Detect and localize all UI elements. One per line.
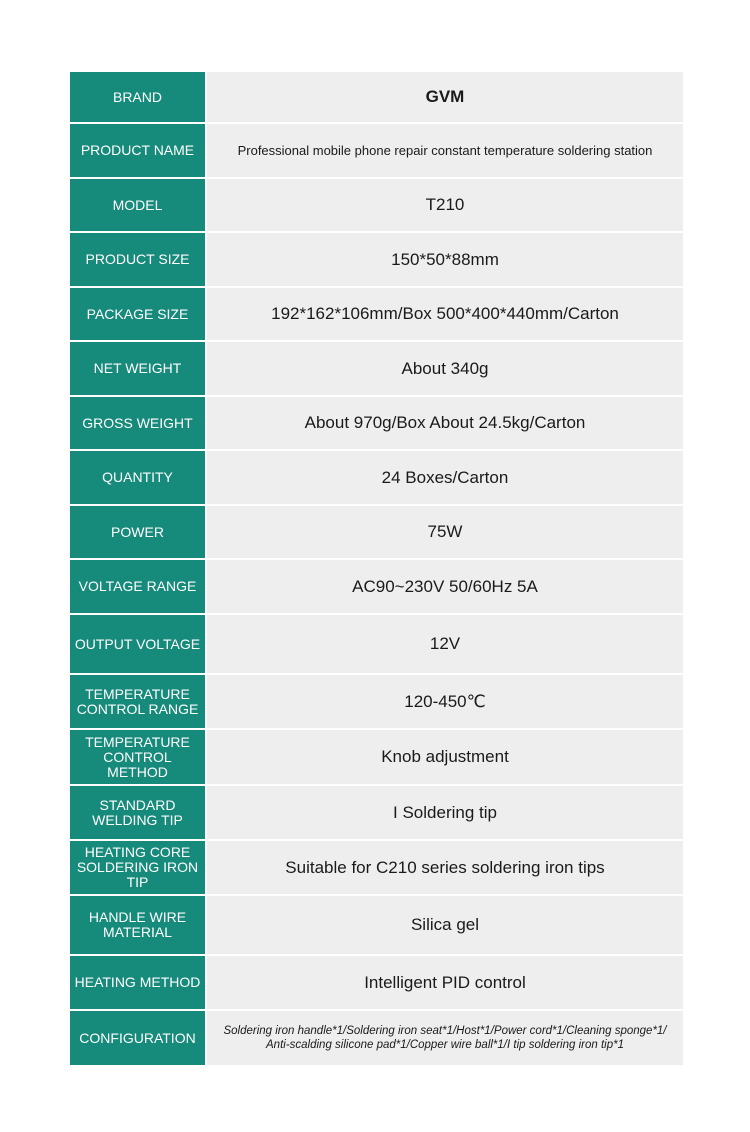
value-output-voltage: 12V: [207, 615, 683, 673]
label-brand: BRAND: [70, 72, 207, 122]
value-configuration: Soldering iron handle*1/Soldering iron seat*1/Host*1/Power cord*1/Cleaning sponge*1/ Anti-scalding silicone pad*1/Copper wire ball*1/I tip soldering iron tip*1: [207, 1011, 683, 1065]
value-product-name: Professional mobile phone repair constant temperature soldering station: [207, 124, 683, 177]
row-heating-method: [70, 956, 683, 1011]
row-product-size: [70, 233, 683, 288]
value-voltage-range: AC90~230V 50/60Hz 5A: [207, 560, 683, 613]
label-power: POWER: [70, 506, 207, 558]
label-package-size: PACKAGE SIZE: [70, 288, 207, 340]
value-handle-wire-material: Silica gel: [207, 896, 683, 954]
row-temperature-control-method: [70, 730, 683, 786]
label-heating-method: HEATING METHOD: [70, 956, 207, 1009]
row-net-weight: [70, 342, 683, 397]
label-model: MODEL: [70, 179, 207, 231]
row-output-voltage: [70, 615, 683, 675]
row-configuration: [70, 1011, 683, 1065]
row-handle-wire-material: [70, 896, 683, 956]
label-handle-wire-material: HANDLE WIRE MATERIAL: [70, 896, 207, 954]
value-brand: GVM: [207, 72, 683, 122]
row-brand: [70, 72, 683, 124]
label-product-name: PRODUCT NAME: [70, 124, 207, 177]
value-power: 75W: [207, 506, 683, 558]
row-temperature-control-range: [70, 675, 683, 730]
row-power: [70, 506, 683, 560]
label-heating-core: HEATING CORE SOLDERING IRON TIP: [70, 841, 207, 894]
label-quantity: QUANTITY: [70, 451, 207, 504]
label-temperature-control-method: TEMPERATURE CONTROL METHOD: [70, 730, 207, 784]
value-net-weight: About 340g: [207, 342, 683, 395]
value-heating-core: Suitable for C210 series soldering iron tips: [207, 841, 683, 894]
row-gross-weight: [70, 397, 683, 451]
label-output-voltage: OUTPUT VOLTAGE: [70, 615, 207, 673]
row-package-size: [70, 288, 683, 342]
row-quantity: [70, 451, 683, 506]
label-configuration: CONFIGURATION: [70, 1011, 207, 1065]
label-voltage-range: VOLTAGE RANGE: [70, 560, 207, 613]
row-heating-core: [70, 841, 683, 896]
row-voltage-range: [70, 560, 683, 615]
value-temperature-control-method: Knob adjustment: [207, 730, 683, 784]
row-product-name: [70, 124, 683, 179]
spec-table: [70, 72, 683, 1065]
value-heating-method: Intelligent PID control: [207, 956, 683, 1009]
value-standard-welding-tip: I Soldering tip: [207, 786, 683, 839]
value-quantity: 24 Boxes/Carton: [207, 451, 683, 504]
label-gross-weight: GROSS WEIGHT: [70, 397, 207, 449]
value-model: T210: [207, 179, 683, 231]
value-gross-weight: About 970g/Box About 24.5kg/Carton: [207, 397, 683, 449]
value-product-size: 150*50*88mm: [207, 233, 683, 286]
label-temperature-control-range: TEMPERATURE CONTROL RANGE: [70, 675, 207, 728]
label-net-weight: NET WEIGHT: [70, 342, 207, 395]
label-product-size: PRODUCT SIZE: [70, 233, 207, 286]
value-temperature-control-range: 120-450℃: [207, 675, 683, 728]
value-package-size: 192*162*106mm/Box 500*400*440mm/Carton: [207, 288, 683, 340]
label-standard-welding-tip: STANDARD WELDING TIP: [70, 786, 207, 839]
row-standard-welding-tip: [70, 786, 683, 841]
row-model: [70, 179, 683, 233]
